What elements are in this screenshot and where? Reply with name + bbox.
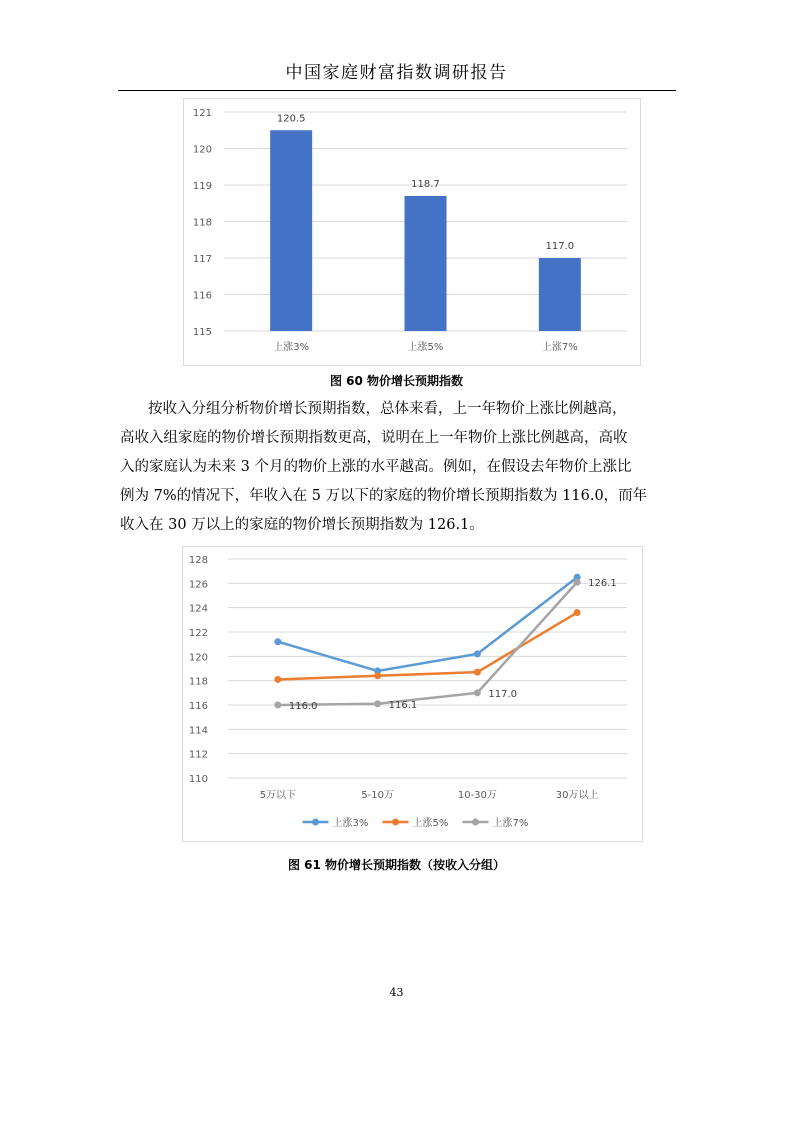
bar-chart-svg (184, 99, 640, 365)
y-tick-label: 128 (188, 555, 208, 566)
legend-marker (472, 819, 479, 826)
data-point (474, 650, 481, 657)
x-tick-label: 上涨3% (273, 342, 310, 353)
legend-marker (312, 819, 319, 826)
y-tick-label: 126 (188, 579, 208, 591)
data-point (374, 700, 381, 707)
bar (539, 258, 581, 331)
running-header-title: 中国家庭财富指数调研报告 (285, 63, 508, 83)
data-point (474, 689, 481, 696)
legend-label: 上涨5% (412, 818, 449, 829)
figure-60-chart (183, 98, 641, 366)
series-line (278, 582, 577, 705)
data-point (274, 638, 281, 645)
x-tick-label: 上涨7% (541, 342, 578, 353)
data-label: 116.1 (388, 699, 418, 711)
data-label: 118.7 (411, 178, 440, 190)
x-tick-label: 30万以上 (555, 790, 599, 801)
header-rule (118, 90, 676, 91)
figure-61-chart (182, 546, 643, 842)
y-tick-label: 124 (188, 603, 208, 615)
figure-60-caption: 图 60 物价增长预期指数 (329, 374, 464, 388)
y-tick-label: 112 (188, 749, 208, 761)
bar (270, 130, 312, 331)
y-tick-label: 110 (188, 774, 208, 785)
line-chart-svg (183, 547, 642, 841)
paragraph-line: 收入在 30 万以上的家庭的物价增长预期指数为 126.1。 (120, 517, 484, 533)
y-tick-label: 122 (188, 628, 208, 639)
legend-label: 上涨3% (332, 818, 369, 829)
y-tick-label: 114 (188, 725, 208, 737)
y-tick-label: 120 (188, 652, 208, 664)
x-tick-label: 5-10万 (361, 790, 394, 801)
y-tick-label: 119 (192, 181, 212, 192)
x-tick-label: 5万以下 (259, 790, 297, 801)
data-label: 126.1 (588, 578, 617, 590)
data-label: 120.5 (276, 113, 306, 125)
data-point (574, 609, 581, 616)
paragraph-line: 高收入组家庭的物价增长预期指数更高，说明在上一年物价上涨比例越高，高收 (120, 430, 628, 446)
x-tick-label: 上涨5% (407, 342, 444, 353)
x-tick-label: 10-30万 (457, 790, 497, 801)
y-tick-label: 116 (188, 701, 208, 712)
series-line (278, 613, 577, 680)
y-tick-label: 115 (192, 327, 212, 338)
body-paragraph (120, 395, 680, 540)
legend-label: 上涨7% (492, 818, 529, 829)
series-line (278, 577, 577, 671)
legend-marker (392, 819, 399, 826)
data-point (374, 672, 381, 679)
paragraph-line: 例为 7%的情况下，年收入在 5 万以下的家庭的物价增长预期指数为 116.0，而年 (120, 488, 648, 504)
page-number: 43 (389, 986, 404, 999)
data-point (274, 702, 281, 709)
data-label: 116.0 (288, 701, 318, 712)
y-tick-label: 117 (192, 254, 212, 265)
y-tick-label: 118 (192, 217, 212, 229)
y-tick-label: 118 (188, 676, 208, 688)
y-tick-label: 120 (192, 144, 212, 156)
data-label: 117.0 (488, 688, 518, 700)
data-point (274, 676, 281, 683)
paragraph-line: 入的家庭认为未来 3 个月的物价上涨的水平越高。例如，在假设去年物价上涨比 (120, 459, 632, 475)
paragraph-line: 按收入分组分析物价增长预期指数，总体来看，上一年物价上涨比例越高， (148, 401, 627, 417)
figure-61-caption: 图 61 物价增长预期指数（按收入分组） (287, 858, 506, 872)
data-label: 117.0 (545, 241, 575, 252)
bar (405, 196, 447, 331)
data-point (474, 669, 481, 676)
y-tick-label: 121 (192, 108, 212, 119)
data-point (574, 579, 581, 586)
y-tick-label: 116 (192, 290, 212, 302)
